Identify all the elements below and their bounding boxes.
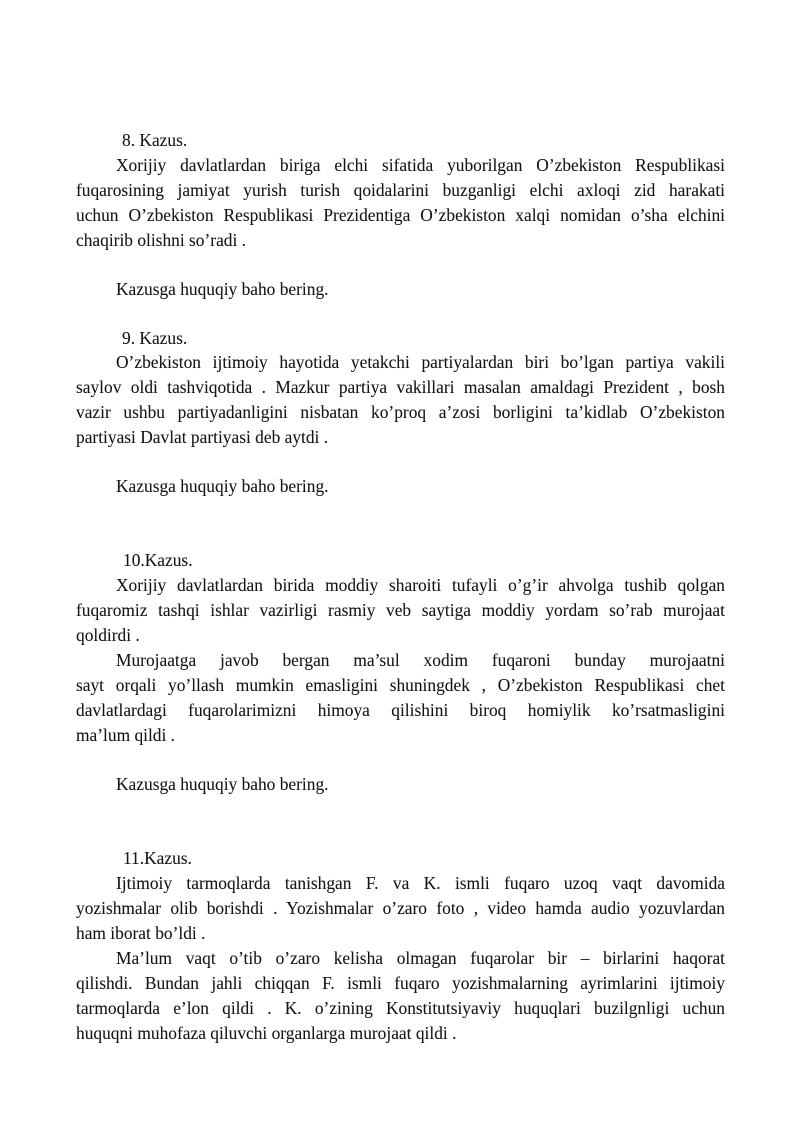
kazus-11-text-line: Ma’lum vaqt o’tib o’zaro kelisha olmagan fuqarolar bir – birlarini haqorat [116, 948, 725, 968]
kazus-10-text-line: davlatlardagi fuqarolarimizni himoya qilishini biroq homiylik ko’rsatmasligini [76, 700, 725, 720]
kazus-10-text-line: qoldirdi . [76, 625, 140, 645]
kazus-11-text-line: tarmoqlarda e’lon qildi . K. o’zining Konstitutsiyaviy huquqlari buzilgnligi uchun [76, 998, 725, 1018]
kazus-9-text-line: partiyasi Davlat partiyasi deb aytdi . [76, 427, 329, 447]
kazus-9-text-line: O’zbekiston ijtimoiy hayotida yetakchi partiyalardan biri bo’lgan partiya vakili [116, 352, 725, 372]
kazus-8-task: Kazusga huquqiy baho bering. [116, 279, 329, 299]
kazus-10-text-line: sayt orqali yo’llash mumkin emasligini shuningdek , O’zbekiston Respublikasi chet [76, 675, 725, 695]
kazus-10-task: Kazusga huquqiy baho bering. [116, 774, 329, 794]
kazus-10-text-line: fuqaromiz tashqi ishlar vazirligi rasmiy veb saytiga moddiy yordam so’rab murojaat [76, 600, 725, 620]
kazus-8-text-line: Xorijiy davlatlardan biriga elchi sifatida yuborilgan O’zbekiston Respublikasi [116, 155, 725, 175]
kazus-10-title: 10.Kazus. [123, 550, 193, 570]
kazus-11-text-line: yozishmalar olib borishdi . Yozishmalar o’zaro foto , video hamda audio yozuvlardan [76, 898, 725, 918]
kazus-11-text-line: qilishdi. Bundan jahli chiqqan F. ismli fuqaro yozishmalarning ayrimlarini ijtimoiy [76, 973, 725, 993]
kazus-11-text-line: Ijtimoiy tarmoqlarda tanishgan F. va K. ismli fuqaro uzoq vaqt davomida [116, 873, 725, 893]
kazus-8-text-line: fuqarosining jamiyat yurish turish qoidalarini buzganligi elchi axloqi zid harakati [76, 180, 725, 200]
kazus-11-text-line: ham iborat bo’ldi . [76, 923, 206, 943]
kazus-8-title: 8. Kazus. [122, 130, 188, 150]
kazus-10-text-line: ma’lum qildi . [76, 725, 176, 745]
kazus-11-text-line: huquqni muhofaza qiluvchi organlarga murojaat qildi . [76, 1023, 457, 1043]
kazus-9-text-line: vazir ushbu partiyadanligini nisbatan ko’proq a’zosi borligini ta’kidlab O’zbekiston [76, 402, 725, 422]
kazus-9-text-line: saylov oldi tashviqotida . Mazkur partiya vakillari masalan amaldagi Prezident , bosh [76, 377, 725, 397]
kazus-10-text-line: Xorijiy davlatlardan birida moddiy sharoiti tufayli o’g’ir ahvolga tushib qolgan [116, 575, 725, 595]
kazus-9-task: Kazusga huquqiy baho bering. [116, 476, 329, 496]
kazus-8-text-line: uchun O’zbekiston Respublikasi Prezidentiga O’zbekiston xalqi nomidan o’sha elchini [76, 205, 725, 225]
kazus-11-title: 11.Kazus. [123, 848, 192, 868]
kazus-8-text-line: chaqirib olishni so’radi . [76, 230, 247, 250]
kazus-9-title: 9. Kazus. [122, 328, 188, 348]
kazus-10-text-line: Murojaatga javob bergan ma’sul xodim fuqaroni bunday murojaatni [116, 650, 725, 670]
